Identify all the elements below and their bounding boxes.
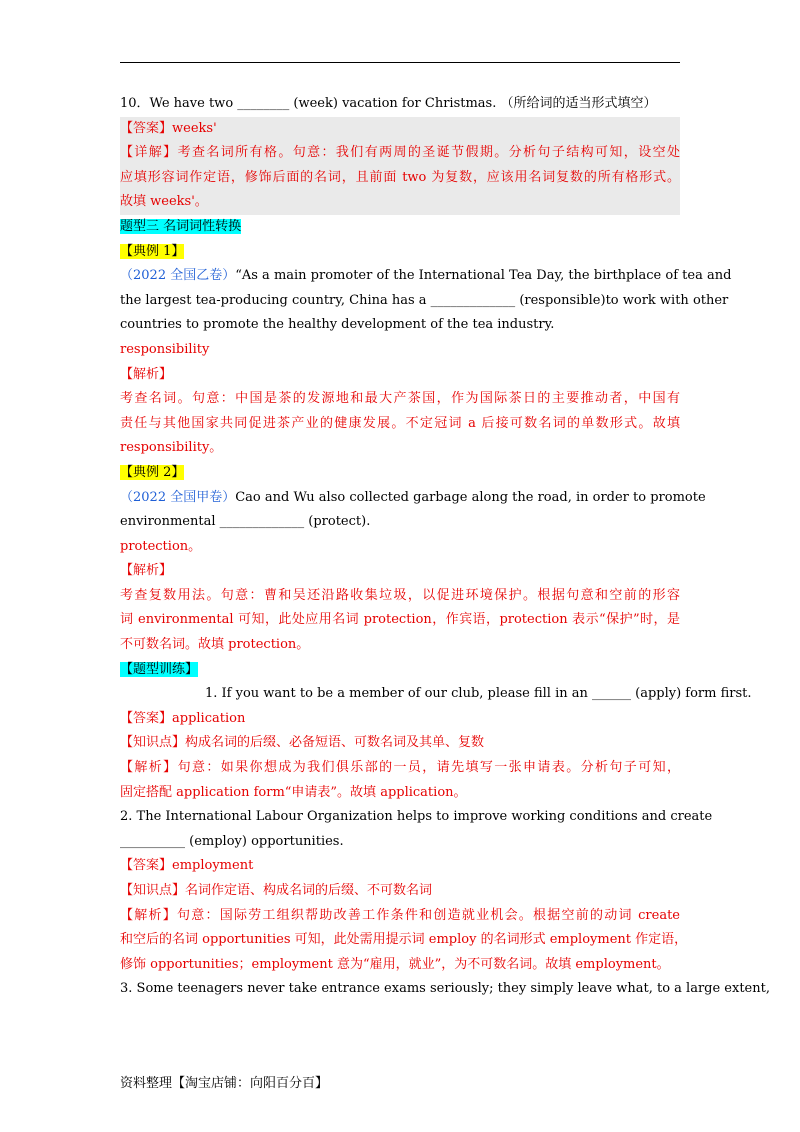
example-1-question-line: the largest tea-producing country, China has a _____________ (responsible)to work with other <box>120 292 729 308</box>
example-1-question-line: countries to promote the healthy development of the tea industry. <box>120 317 555 333</box>
training-analysis-line: 修饰 opportunities；employment 意为“雇用，就业”，为不可数名词。故填 employment。 <box>120 956 670 972</box>
section-title-text: 题型三 名词词性转换 <box>120 218 242 234</box>
training-question: 2. The International Labour Organization helps to improve working conditions and create <box>120 809 713 825</box>
example-1-label <box>120 240 680 265</box>
example-2-analysis-line: 不可数名词。故填 protection。 <box>120 637 310 653</box>
training-analysis-line: 【解析】句意：国际劳工组织帮助改善工作条件和创造就业机会。根据空前的动词 create <box>120 907 680 923</box>
example-2-analysis-line: 考查复数用法。句意：曹和吴还沿路收集垃圾，以促进环境保护。根据句意和空前的形容 <box>120 587 680 603</box>
document-body <box>120 92 770 1002</box>
example-2-analysis-label: 【解析】 <box>120 563 173 579</box>
example-2-label-text: 【典例 2】 <box>120 464 185 480</box>
training-knowledge: 【知识点】名词作定语、构成名词的后缀、不可数名词 <box>120 883 433 898</box>
example-1-analysis-label: 【解析】 <box>120 366 173 382</box>
training-question: 3. Some teenagers never take entrance exams seriously; they simply leave what, to a large extent, <box>120 981 770 997</box>
q10-question: 10．We have two ________ (week) vacation for Christmas. （所给词的适当形式填空） <box>120 96 657 111</box>
q10-answer-block <box>120 117 680 215</box>
q10-answer: 【答案】weeks' <box>120 120 217 136</box>
training-analysis-line: 和空后的名词 opportunities 可知，此处需用提示词 employ 的名词形式 employment 作定语， <box>120 932 688 948</box>
q10-detail-line: 故填 weeks'。 <box>120 194 208 210</box>
training-question: __________ (employ) opportunities. <box>120 833 344 849</box>
training-answer: 【答案】application <box>120 710 246 726</box>
example-1-question-line <box>120 264 732 289</box>
header-rule <box>120 62 680 63</box>
example-1-question-text: “As a main promoter of the International Tea Day, the birthplace of tea and <box>235 268 732 284</box>
example-2-question-line <box>120 486 706 511</box>
q10-detail-line: 应填形容词作定语，修饰后面的名词，且前面 two 为复数，应该用名词复数的所有格形式。 <box>120 169 680 185</box>
training-knowledge: 【知识点】构成名词的后缀、必备短语、可数名词及其单、复数 <box>120 735 485 751</box>
example-1-label-text: 【典例 1】 <box>120 243 185 259</box>
example-2-question-line: environmental _____________ (protect). <box>120 514 371 530</box>
training-analysis-line: 固定搭配 application form“申请表”。故填 application。 <box>120 784 467 800</box>
page-footer: 资料整理【淘宝店铺：向阳百分百】 <box>120 1076 329 1091</box>
example-2-label <box>120 461 680 486</box>
training-question: 1. If you want to be a member of our club, please fill in an ______ (apply) form first. <box>205 686 752 702</box>
training-analysis-line: 【解析】句意：如果你想成为我们俱乐部的一员，请先填写一张申请表。分析句子可知， <box>120 760 680 776</box>
example-1-analysis-line: responsibility。 <box>120 440 223 456</box>
example-1-analysis-line: 责任与其他国家共同促进茶产业的健康发展。不定冠词 a 后接可数名词的单数形式。故填 <box>120 415 680 431</box>
example-2-analysis-line: 词 environmental 可知，此处应用名词 protection，作宾语，protection 表示“保护”时，是 <box>120 612 680 628</box>
example-2-answer: protection。 <box>120 538 202 554</box>
training-answer: 【答案】employment <box>120 858 254 874</box>
example-1-answer: responsibility <box>120 341 210 357</box>
q10-detail-line: 【详解】考查名词所有格。句意：我们有两周的圣诞节假期。分析句子结构可知，设空处 <box>120 145 680 161</box>
example-2-source: （2022 全国甲卷） <box>120 489 236 505</box>
training-label-text: 【题型训练】 <box>120 661 199 677</box>
section-title <box>120 215 680 240</box>
training-label <box>120 658 680 683</box>
example-1-analysis-line: 考查名词。句意：中国是茶的发源地和最大产茶国，作为国际茶日的主要推动者，中国有 <box>120 391 680 407</box>
example-1-source: （2022 全国乙卷） <box>120 268 236 284</box>
example-2-question-text: Cao and Wu also collected garbage along the road, in order to promote <box>235 489 706 505</box>
